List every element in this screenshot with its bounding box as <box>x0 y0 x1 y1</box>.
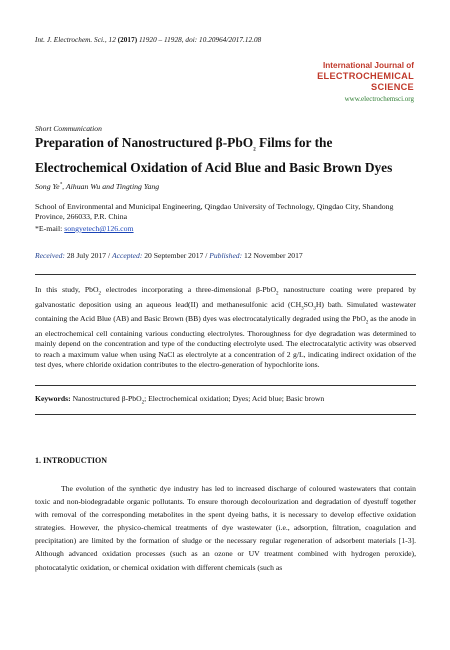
journal-url[interactable]: www.electrochemsci.org <box>344 95 414 103</box>
paper-title: Preparation of Nanostructured β-PbO$_2$ Films for the Electrochemical Oxidation of Acid Blue and Basic Brown Dyes <box>35 135 393 175</box>
volume: 12 <box>108 36 116 44</box>
author-names: , Aihuan Wu and Tingting Yang <box>62 182 160 191</box>
author-list <box>35 182 425 191</box>
journal-logo-line1: International Journal of <box>323 61 414 70</box>
received-date: 28 July 2017 <box>64 251 107 260</box>
keywords-line: Keywords: Nanostructured β-PbO$_2$; Electrochemical oxidation; Dyes; Acid blue; Basic brown <box>35 394 325 406</box>
published-date: 12 November 2017 <box>242 251 303 260</box>
abstract-bottom-rule <box>35 385 416 386</box>
pages-doi: 11920 – 11928, doi: 10.20964/2017.12.08 <box>139 36 262 44</box>
corresponding-marker: * <box>59 182 63 188</box>
section-heading: 1. INTRODUCTION <box>35 456 108 465</box>
received-label: Received: <box>35 251 65 260</box>
article-type: Short Communication <box>35 124 102 133</box>
publication-dates: Received: 28 July 2017 / Accepted: 20 September 2017 / Published: 12 November 2017 <box>35 251 303 260</box>
journal-logo-line2: ELECTROCHEMICAL <box>317 71 414 81</box>
accepted-label: Accepted: <box>112 251 143 260</box>
year: (2017) <box>117 36 138 44</box>
email-line: *E-mail: songyetech@126.com <box>35 224 134 233</box>
published-label: Published: <box>209 251 243 260</box>
abstract-top-rule <box>35 274 416 275</box>
email-link[interactable]: songyetech@126.com <box>64 224 134 233</box>
abstract: In this study, PbO$_2$ electrodes incorporating a three-dimensional β-PbO$_2$ nanostructure coating were prepared by galvanostatic deposition using an aqueous lead(II) and methanesulfonic acid $(CH_3SO_3H)$ bath. Simulated wastewater containing the Acid Blue (AB) and Basic Brown (BB) dyes was electrocatalytically degraded using the PbO$_2$ as the anode in an electrochemical cell containing various conducting electrolytes. Thoroughness for dye degradation was determined to mainly depend on the concentration and type of the conducting electrolyte used. The electrocatalytic activity was observed to reach a maximum value when using NaCl as electrolyte at a concentration of 2 g/L, indicating indirect oxidation of the test dyes, where chloride oxidation contributes to the electro-generation of hypochlorite ions. <box>35 285 416 369</box>
keywords-label: Keywords: <box>35 394 71 403</box>
keywords-bottom-rule <box>35 414 416 415</box>
journal-abbrev: Int. J. Electrochem. Sci., <box>35 36 107 44</box>
journal-logo <box>317 61 414 104</box>
author-name: Song Ye <box>35 182 60 191</box>
intro-paragraph: The evolution of the synthetic dye industry has led to increased discharge of coloured wastewaters that contain toxic and non-biodegradable organic pollutants. To ensure thorough decolourization and degradation of dyestuff together with removal of the corresponding metabolites in the spent dyeing baths, it is necessary to develop effective oxidation strategies. However, the physico-chemical treatments of dye wastewater (i.e., adsorption, filtration, coagulation and precipitation) are limited by the formation of sludge or the necessary regular regeneration of adsorbent materials [1-3]. Although advanced oxidation processes (such as an ozone or UV treatment combined with hydrogen peroxide), photocatalytic oxidation, or chemical oxidation with different chemicals (such as <box>35 484 416 572</box>
journal-logo-line3: SCIENCE <box>371 82 414 92</box>
accepted-date: 20 September 2017 <box>142 251 204 260</box>
affiliation: School of Environmental and Municipal Engineering, Qingdao University of Technology, Qingdao City, Shandong Province, 266033, P.R. China <box>35 202 394 221</box>
citation-line <box>35 36 425 44</box>
